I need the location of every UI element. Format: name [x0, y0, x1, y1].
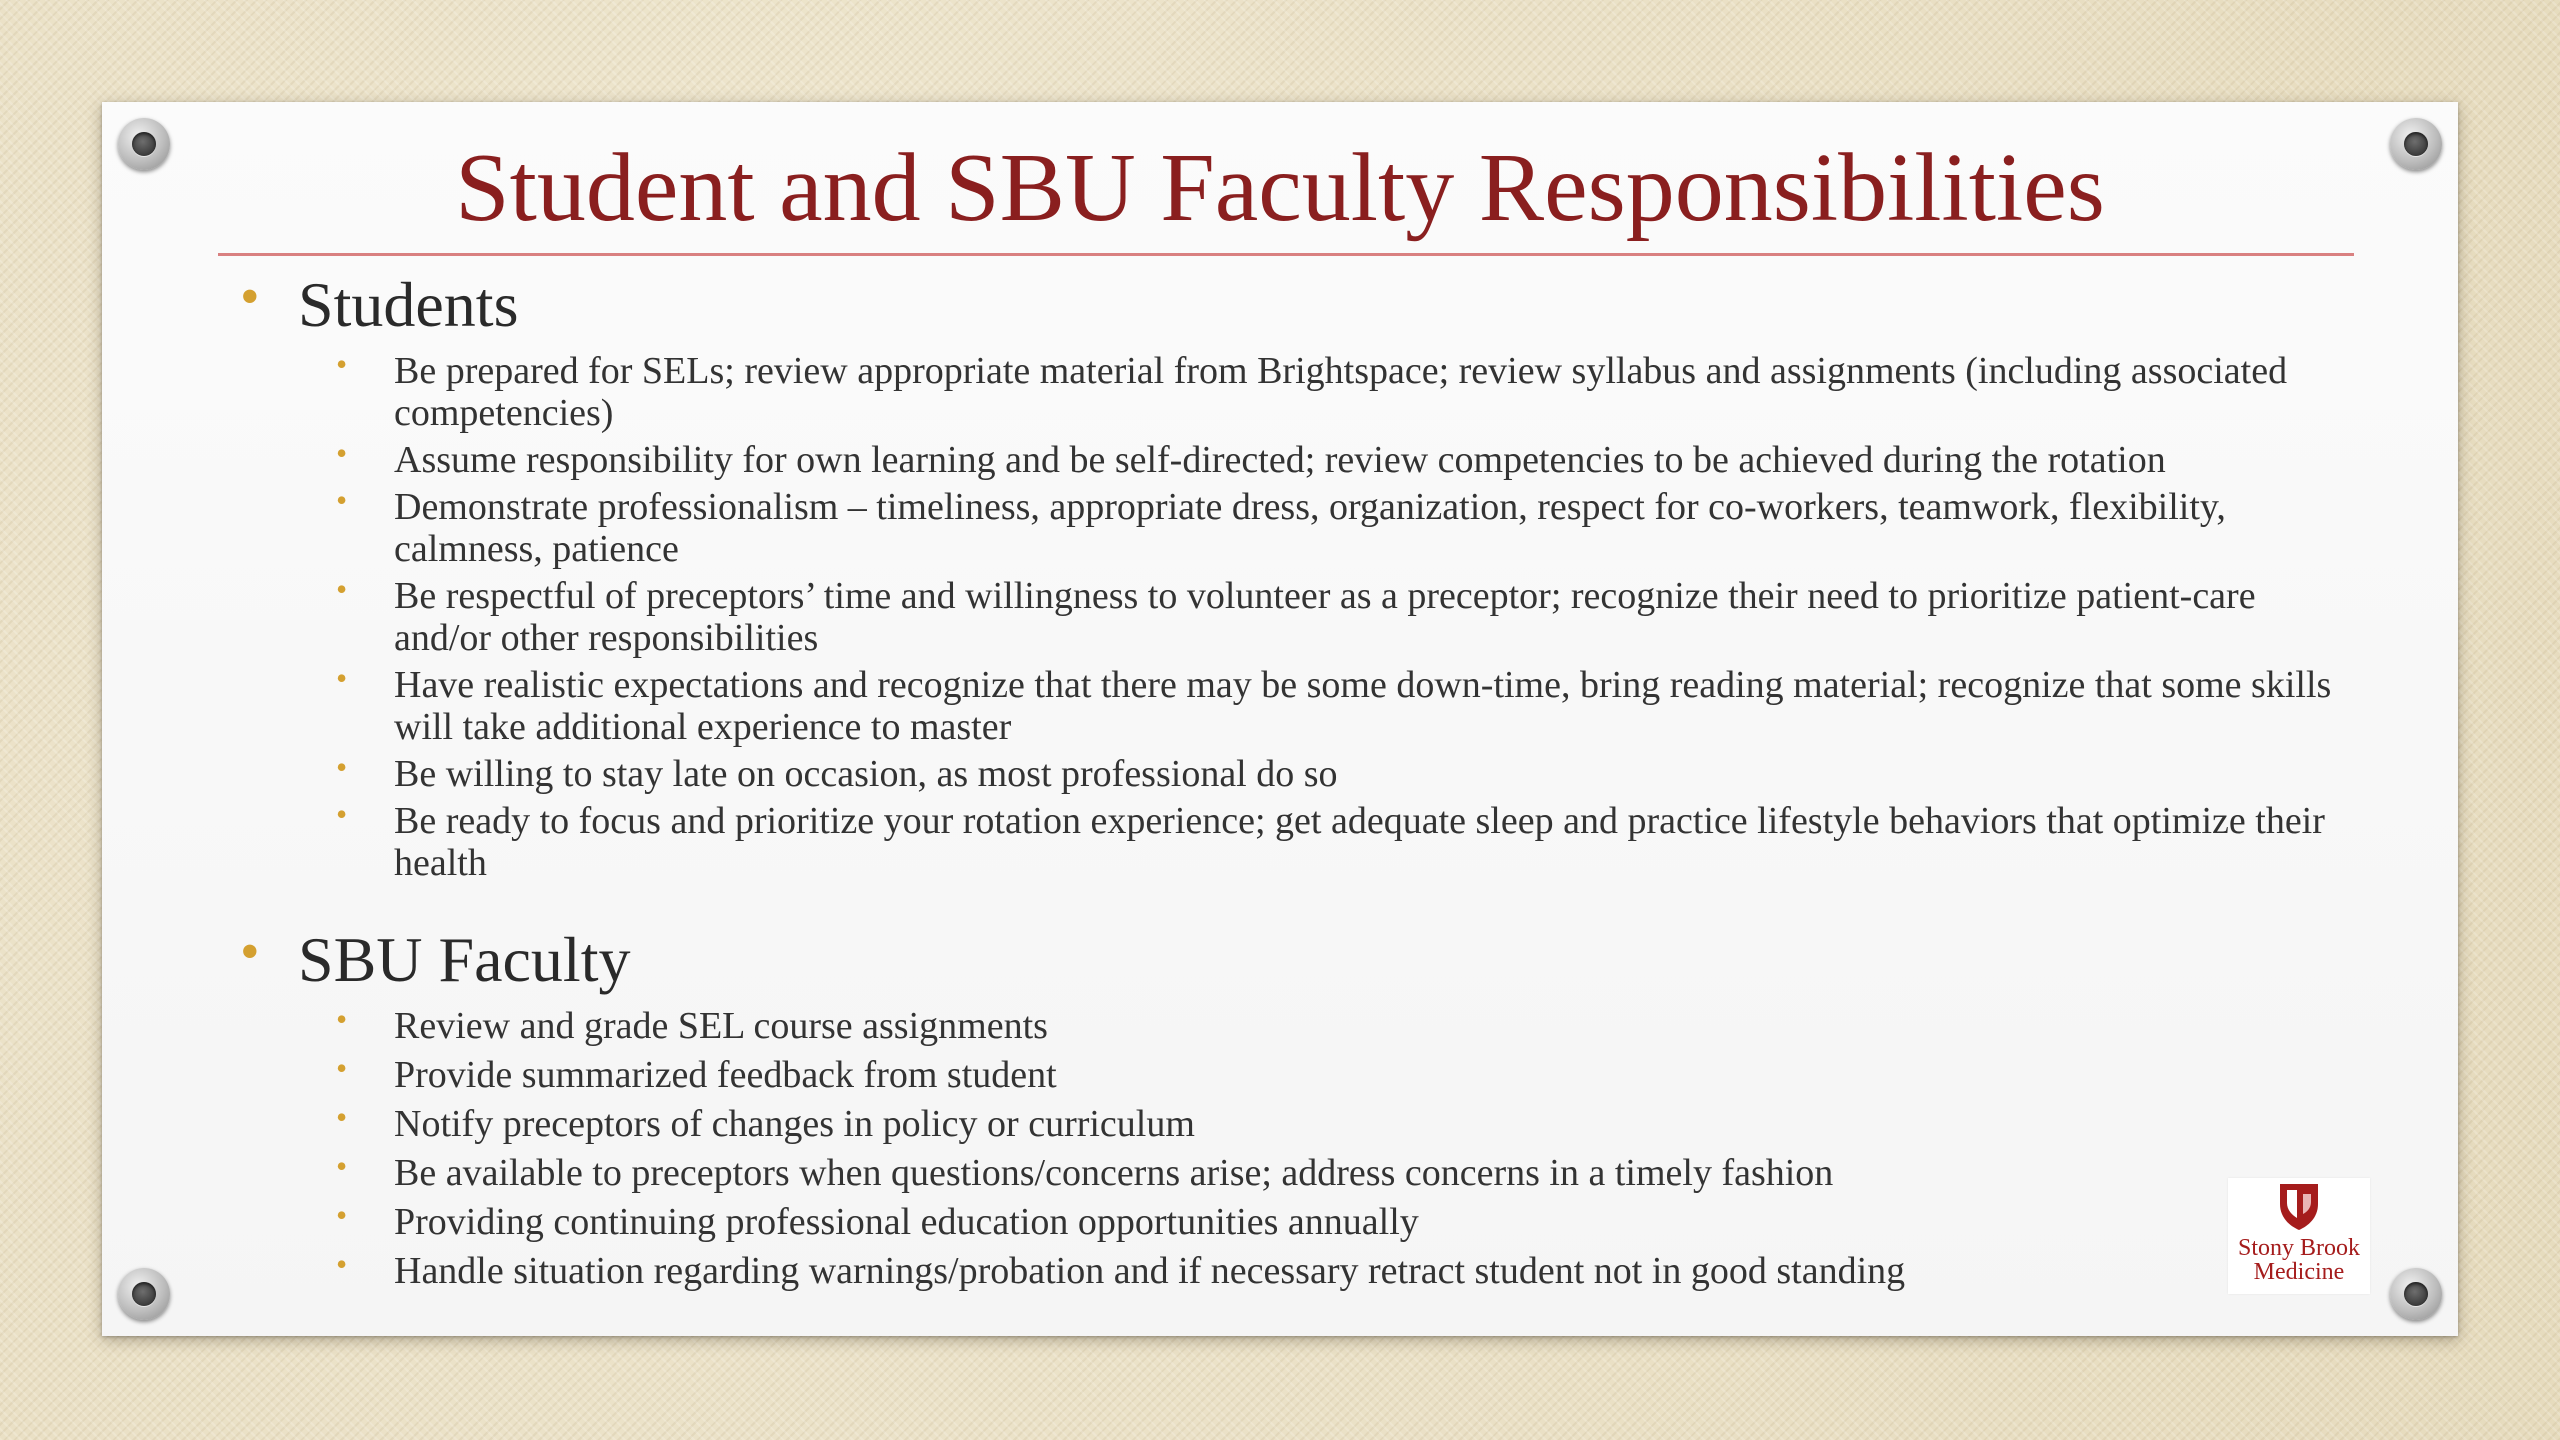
- bullet-icon: •: [336, 1098, 348, 1135]
- bullet-icon: •: [336, 659, 348, 696]
- list-item-text: Have realistic expectations and recognize that there may be some down-time, bring reading material; recognize that some skills will take additional experience to master: [394, 663, 2332, 748]
- list-item-text: Be prepared for SELs; review appropriate material from Brightspace; review syllabus and assignments (including associated competencies): [394, 349, 2288, 434]
- list-item-text: Be respectful of preceptors’ time and willingness to volunteer as a preceptor; recognize their need to prioritize patient-care and/or other responsibilities: [394, 574, 2256, 659]
- list-item: [336, 1098, 2338, 1145]
- bullet-icon: •: [336, 1049, 348, 1086]
- list-item: [336, 570, 2338, 659]
- bullet-icon: •: [336, 1147, 348, 1184]
- slide-content: [238, 267, 2338, 1299]
- list-item: [336, 659, 2338, 748]
- bullet-icon: •: [240, 266, 260, 328]
- list-item: [336, 345, 2338, 434]
- logo-text-line1: Stony Brook: [2237, 1235, 2360, 1261]
- list-item-text: Be ready to focus and prioritize your rotation experience; get adequate sleep and practice lifestyle behaviors that optimize their health: [394, 799, 2325, 884]
- bullet-icon: •: [336, 1000, 348, 1037]
- bullet-icon: •: [336, 570, 348, 607]
- section-heading: [238, 267, 2338, 344]
- section-sbu-faculty: [238, 922, 2338, 1292]
- list-item: [336, 434, 2338, 481]
- list-item: [336, 1147, 2338, 1194]
- section-heading-text: SBU Faculty: [298, 923, 631, 995]
- bullet-icon: •: [336, 434, 348, 471]
- list-item-text: Demonstrate professionalism – timeliness, appropriate dress, organization, respect for co-workers, teamwork, flexibility, calmness, patience: [394, 485, 2226, 570]
- section-heading-text: Students: [298, 269, 519, 340]
- list-item-text: Notify preceptors of changes in policy or curriculum: [394, 1102, 1195, 1145]
- list-item: [336, 1000, 2338, 1047]
- section-students: [238, 267, 2338, 884]
- list-item: [336, 1049, 2338, 1096]
- list-item: [336, 795, 2338, 884]
- list-item: [336, 1196, 2338, 1243]
- list-item-text: Handle situation regarding warnings/probation and if necessary retract student not in good standing: [394, 1249, 1906, 1292]
- list-item-text: Review and grade SEL course assignments: [394, 1004, 1048, 1047]
- slide-card: [102, 102, 2458, 1336]
- students-list: [238, 345, 2338, 884]
- list-item-text: Assume responsibility for own learning and be self-directed; review competencies to be achieved during the rotation: [394, 438, 2166, 481]
- list-item-text: Be willing to stay late on occasion, as most professional do so: [394, 752, 1338, 795]
- stony-brook-medicine-logo: [2228, 1178, 2370, 1294]
- rivet-icon: [2390, 1268, 2442, 1320]
- logo-text-line2: Medicine: [2253, 1259, 2345, 1285]
- list-item-text: Provide summarized feedback from student: [394, 1053, 1057, 1096]
- bullet-icon: •: [336, 795, 348, 832]
- bullet-icon: •: [336, 1196, 348, 1233]
- title-divider: [218, 253, 2354, 256]
- bullet-icon: •: [336, 748, 348, 785]
- bullet-icon: •: [336, 345, 348, 382]
- bullet-icon: •: [336, 1245, 348, 1282]
- list-item-text: Providing continuing professional education opportunities annually: [394, 1200, 1419, 1243]
- shield-icon: [2276, 1180, 2322, 1232]
- section-heading: [238, 922, 2338, 999]
- rivet-icon: [118, 1268, 170, 1320]
- list-item-text: Be available to preceptors when questions/concerns arise; address concerns in a timely fashion: [394, 1151, 1834, 1194]
- faculty-list: [238, 1000, 2338, 1292]
- bullet-icon: •: [240, 920, 260, 983]
- slide-title: Student and SBU Faculty Responsibilities: [455, 134, 2105, 242]
- list-item: [336, 748, 2338, 795]
- bullet-icon: •: [336, 481, 348, 518]
- list-item: [336, 481, 2338, 570]
